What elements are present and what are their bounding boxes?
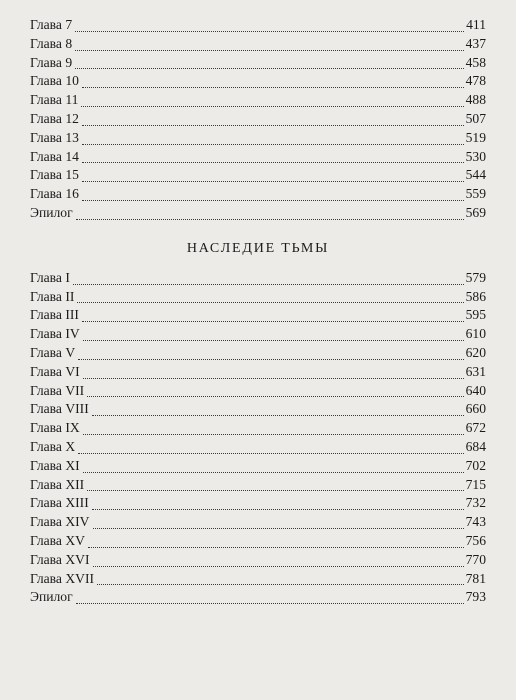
toc-entry-page: 559 (465, 186, 486, 202)
toc-part-1 (30, 16, 486, 223)
toc-part-2 (30, 269, 486, 607)
toc-entry[interactable] (30, 91, 486, 110)
toc-leader-dots (77, 302, 463, 303)
toc-entry-label: Глава XIV (30, 514, 90, 530)
toc-leader-dots (83, 434, 464, 435)
toc-entry[interactable] (30, 129, 486, 148)
toc-leader-dots (92, 415, 464, 416)
toc-leader-dots (82, 125, 464, 126)
toc-leader-dots (93, 528, 464, 529)
toc-leader-dots (82, 87, 464, 88)
toc-entry-page: 640 (465, 382, 486, 398)
toc-entry[interactable] (30, 288, 486, 307)
toc-entry[interactable] (30, 513, 486, 532)
toc-entry-page: 569 (465, 204, 486, 220)
toc-entry-page: 579 (465, 269, 486, 285)
toc-leader-dots (87, 396, 463, 397)
toc-entry[interactable] (30, 494, 486, 513)
toc-leader-dots (93, 566, 464, 567)
toc-entry-label: Глава I (30, 269, 70, 285)
toc-entry[interactable] (30, 35, 486, 54)
toc-entry-page: 488 (465, 92, 486, 108)
toc-entry-label: Глава IV (30, 326, 80, 342)
toc-entry[interactable] (30, 110, 486, 129)
toc-leader-dots (83, 472, 464, 473)
toc-entry-label: Глава V (30, 344, 76, 360)
toc-entry-label: Глава 8 (30, 35, 73, 51)
section-title: НАСЛЕДИЕ ТЬМЫ (186, 240, 330, 256)
toc-leader-dots (82, 321, 464, 322)
toc-leader-dots (81, 106, 463, 107)
toc-entry[interactable] (30, 588, 486, 607)
toc-entry[interactable] (30, 382, 486, 401)
toc-entry[interactable] (30, 419, 486, 438)
toc-entry-label: Глава VI (30, 363, 80, 379)
toc-entry-label: Глава 16 (30, 186, 79, 202)
toc-entry[interactable] (30, 148, 486, 167)
toc-entry[interactable] (30, 457, 486, 476)
toc-entry[interactable] (30, 166, 486, 185)
toc-entry-page: 732 (465, 495, 486, 511)
toc-entry-label: Глава III (30, 307, 79, 323)
toc-entry-label: Глава X (30, 438, 76, 454)
toc-entry-page: 437 (465, 35, 486, 51)
toc-entry-page: 660 (465, 401, 486, 417)
toc-entry-label: Эпилог (30, 204, 73, 220)
toc-leader-dots (76, 219, 464, 220)
toc-entry-label: Глава II (30, 288, 75, 304)
toc-entry-page: 610 (465, 326, 486, 342)
toc-entry-page: 507 (465, 110, 486, 126)
toc-entry-page: 595 (465, 307, 486, 323)
toc-entry[interactable] (30, 344, 486, 363)
toc-entry-page: 684 (465, 438, 486, 454)
toc-leader-dots (88, 547, 464, 548)
toc-leader-dots (75, 31, 464, 32)
toc-entry-label: Глава VIII (30, 401, 89, 417)
toc-entry-page: 715 (465, 476, 486, 492)
toc-entry-page: 544 (465, 167, 486, 183)
toc-entry[interactable] (30, 269, 486, 288)
toc-leader-dots (78, 453, 463, 454)
toc-leader-dots (75, 50, 463, 51)
toc-entry-page: 743 (465, 514, 486, 530)
toc-entry[interactable] (30, 325, 486, 344)
toc-entry-page: 756 (465, 532, 486, 548)
toc-entry-label: Глава XI (30, 457, 80, 473)
toc-entry-page: 770 (465, 551, 486, 567)
toc-entry[interactable] (30, 54, 486, 73)
toc-entry-label: Глава XV (30, 532, 85, 548)
toc-entry-page: 781 (465, 570, 486, 586)
toc-entry-label: Глава XII (30, 476, 85, 492)
toc-entry-label: Глава 13 (30, 129, 79, 145)
toc-entry[interactable] (30, 72, 486, 91)
toc-entry-label: Глава 10 (30, 73, 79, 89)
toc-entry-label: Глава IX (30, 420, 80, 436)
toc-entry-page: 458 (465, 54, 486, 70)
toc-entry-page: 702 (465, 457, 486, 473)
toc-leader-dots (97, 584, 464, 585)
toc-entry[interactable] (30, 532, 486, 551)
toc-entry[interactable] (30, 16, 486, 35)
toc-leader-dots (87, 490, 463, 491)
toc-entry-label: Глава 15 (30, 167, 79, 183)
toc-leader-dots (83, 340, 464, 341)
toc-entry-page: 620 (465, 344, 486, 360)
toc-entry-page: 631 (465, 363, 486, 379)
toc-entry-page: 478 (465, 73, 486, 89)
toc-entry-page: 530 (465, 148, 486, 164)
toc-entry[interactable] (30, 306, 486, 325)
toc-leader-dots (75, 68, 463, 69)
toc-leader-dots (82, 200, 464, 201)
toc-leader-dots (82, 144, 464, 145)
toc-leader-dots (78, 359, 463, 360)
toc-entry[interactable] (30, 570, 486, 589)
toc-entry-label: Глава XVII (30, 570, 95, 586)
toc-entry[interactable] (30, 476, 486, 495)
toc-entry-label: Глава 9 (30, 54, 73, 70)
toc-entry[interactable] (30, 438, 486, 457)
toc-entry-label: Глава 14 (30, 148, 79, 164)
toc-entry-label: Глава 11 (30, 92, 79, 108)
toc-entry-label: Глава XVI (30, 551, 90, 567)
toc-entry-label: Глава 12 (30, 110, 79, 126)
toc-leader-dots (92, 509, 464, 510)
toc-entry-label: Глава 7 (30, 17, 73, 32)
toc-leader-dots (76, 603, 464, 604)
toc-entry-page: 793 (465, 589, 486, 605)
toc-entry-label: Глава XIII (30, 495, 89, 511)
toc-entry-page: 586 (465, 288, 486, 304)
toc-leader-dots (82, 162, 464, 163)
toc-leader-dots (73, 284, 464, 285)
toc-entry-label: Эпилог (30, 589, 73, 605)
toc-entry-page: 672 (465, 420, 486, 436)
toc-entry[interactable] (30, 185, 486, 204)
toc-entry-page: 411 (466, 17, 486, 32)
toc-entry-page: 519 (465, 129, 486, 145)
toc-entry-label: Глава VII (30, 382, 85, 398)
toc-entry[interactable] (30, 204, 486, 223)
toc-leader-dots (82, 181, 464, 182)
toc-entry[interactable] (30, 551, 486, 570)
toc-entry[interactable] (30, 363, 486, 382)
toc-leader-dots (83, 378, 464, 379)
toc-entry[interactable] (30, 400, 486, 419)
